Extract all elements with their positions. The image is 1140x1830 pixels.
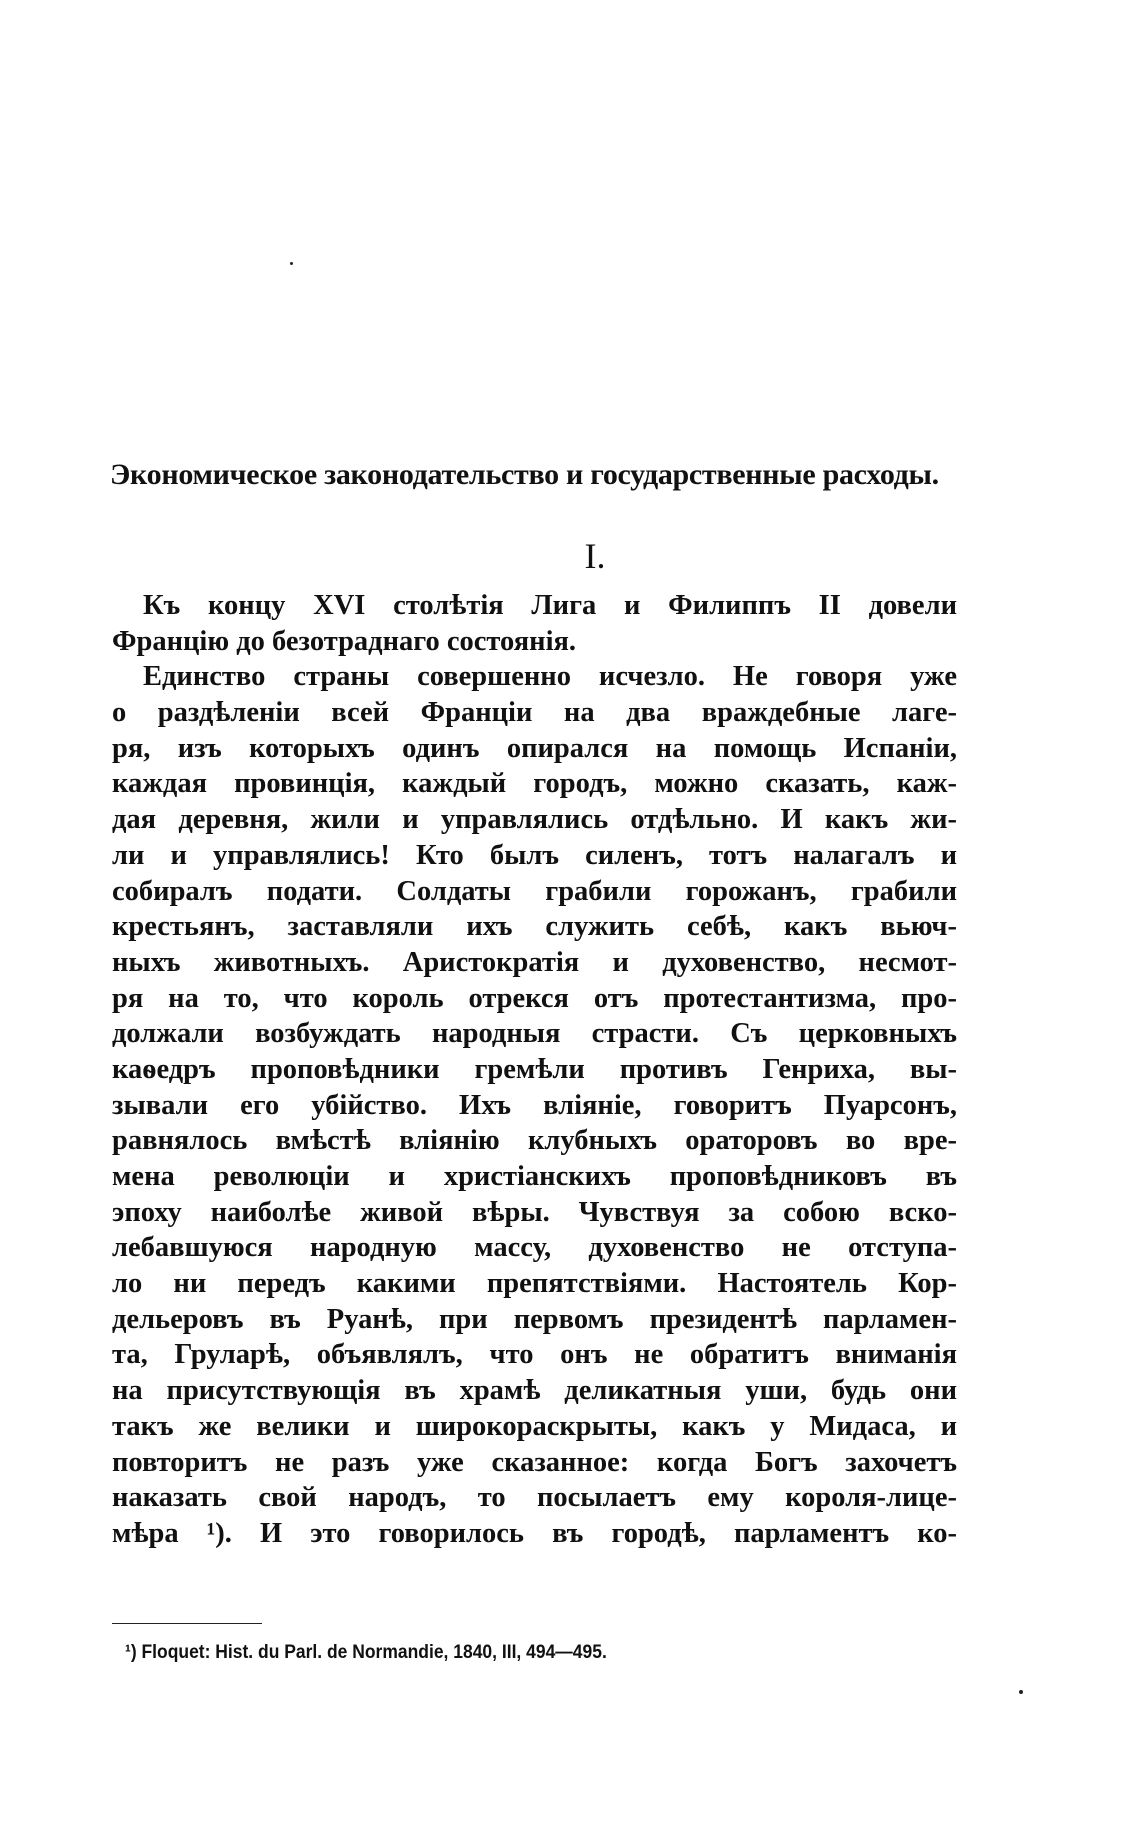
text-line: повторитъ не разъ уже сказанное: когда Богъ захочетъ: [112, 1446, 957, 1478]
text-line: такъ же велики и широкораскрыты, какъ у Мидаса, и: [112, 1410, 957, 1442]
text-line: на присутствующія въ храмѣ деликатныя уши, будь они: [112, 1375, 957, 1407]
text-line: Францію до безотраднаго состоянія.: [112, 625, 577, 657]
text-line: эпоху наиболѣе живой вѣры. Чувствуя за собою вско-: [112, 1196, 957, 1228]
text-line: мѣра ¹). И это говорилось въ городѣ, парламентъ ко-: [112, 1517, 957, 1549]
text-line: мена революціи и христіанскихъ проповѣдниковъ въ: [112, 1161, 957, 1192]
text-line: ло ни передъ какими препятствіями. Настоятель Кор-: [112, 1268, 957, 1300]
text-line: Единство страны совершенно исчезло. Не говоря уже: [143, 661, 957, 693]
text-line: зывали его убійство. Ихъ вліяніе, говоритъ Пуарсонъ,: [112, 1089, 957, 1121]
text-line: наказать свой народъ, то посылаетъ ему короля-лице-: [112, 1482, 957, 1514]
text-line: ли и управлялись! Кто былъ силенъ, тотъ налагалъ и: [112, 839, 957, 871]
text-line: каждая провинція, каждый городъ, можно сказать, каж-: [112, 768, 957, 800]
print-speck: [290, 262, 293, 265]
text-line: должали возбуждать народныя страсти. Съ церковныхъ: [112, 1018, 957, 1050]
text-line: лебавшуюся народную массу, духовенство не отступа-: [112, 1232, 957, 1264]
text-line: ныхъ животныхъ. Аристократія и духовенство, несмот-: [112, 946, 957, 978]
text-line: каѳедръ проповѣдники гремѣли противъ Генриха, вы-: [112, 1053, 957, 1085]
text-line: крестьянъ, заставляли ихъ служить себѣ, какъ вьюч-: [112, 911, 957, 943]
footnote: ¹) Floquet: Hist. du Parl. de Normandie, 1840, III, 494—495.: [125, 1642, 607, 1663]
body-text: [112, 588, 957, 1552]
text-line: дая деревня, жили и управлялись отдѣльно. И какъ жи-: [112, 804, 957, 836]
text-line: та, Груларѣ, объявлялъ, что онъ не обратитъ вниманія: [112, 1339, 957, 1371]
text-line: равнялось вмѣстѣ вліянію клубныхъ ораторовъ во вре-: [112, 1125, 957, 1157]
print-speck: [1019, 1690, 1023, 1694]
text-line: Къ концу XVI столѣтія Лига и Филиппъ II довели: [143, 590, 957, 621]
chapter-title: Экономическое законодательство и государственные расходы.: [110, 458, 939, 491]
text-line: о раздѣленіи всей Франціи на два враждебные лаге-: [112, 697, 957, 729]
text-line: ря на то, что король отрекся отъ протестантизма, про-: [112, 982, 957, 1014]
text-line: собиралъ подати. Солдаты грабили горожанъ, грабили: [112, 875, 957, 907]
footnote-divider: [112, 1623, 262, 1624]
text-line: ря, изъ которыхъ одинъ опирался на помощь Испаніи,: [112, 732, 957, 764]
section-number: I.: [584, 536, 606, 576]
text-line: дельеровъ въ Руанѣ, при первомъ президентѣ парламен-: [112, 1303, 957, 1335]
